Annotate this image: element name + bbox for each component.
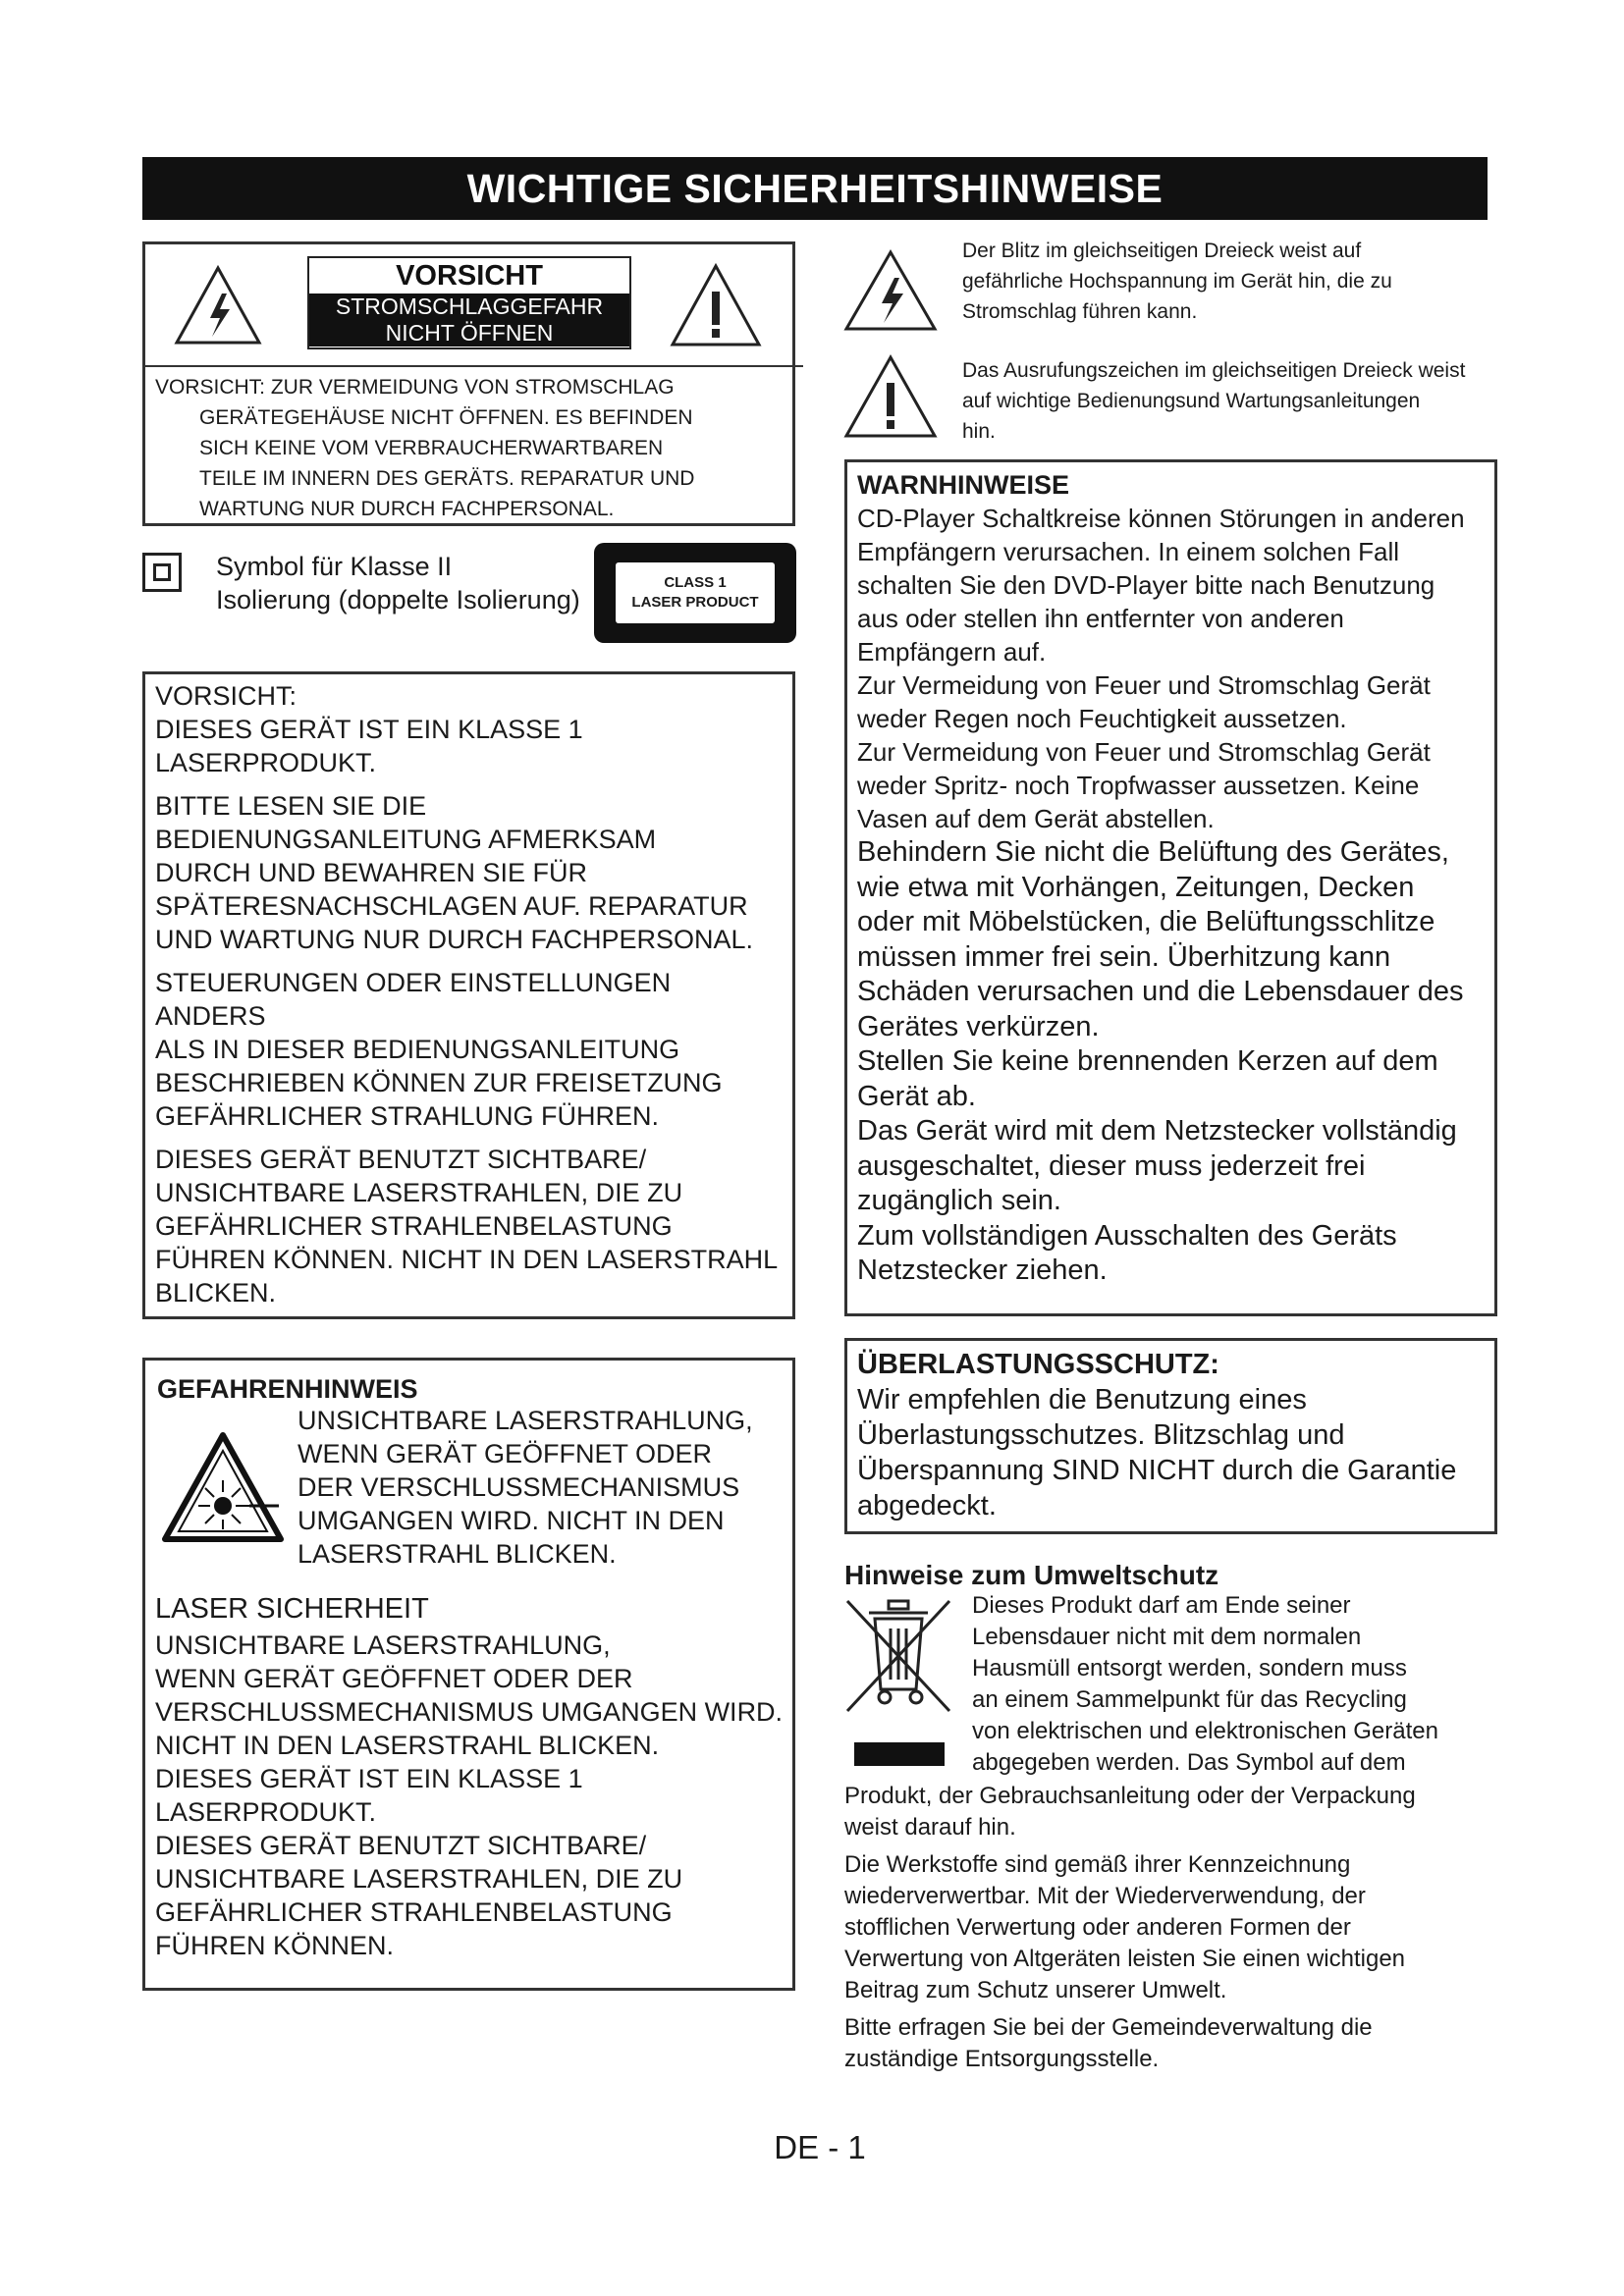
warning-line: wie etwa mit Vorhängen, Zeitungen, Decken <box>857 871 1415 903</box>
symbol-line: Stromschlag führen kann. <box>962 300 1198 323</box>
environment-line: wiederverwertbar. Mit der Wiederverwendung, der <box>844 1883 1366 1909</box>
safety-line: GEFÄHRLICHER STRAHLENBELASTUNG <box>155 1897 673 1927</box>
danger-icon-text <box>298 1404 753 1571</box>
caution-label-title: VORSICHT <box>309 258 629 294</box>
laser-line: VORSICHT: <box>155 681 298 711</box>
laser-label-line2: LASER PRODUCT <box>631 594 759 611</box>
danger-line: WENN GERÄT GEÖFFNET ODER <box>298 1439 713 1468</box>
safety-line: WENN GERÄT GEÖFFNET ODER DER <box>155 1664 633 1693</box>
environment-line: stofflichen Verwertung oder anderen Formen der <box>844 1914 1351 1941</box>
exclamation-symbol-text <box>962 355 1512 447</box>
lightning-symbol-text <box>962 236 1473 327</box>
warning-line: Zur Vermeidung von Feuer und Stromschlag Gerät <box>857 737 1431 767</box>
safety-line: NICHT IN DEN LASERSTRAHL BLICKEN. <box>155 1731 660 1760</box>
warning-line: Gerätes verkürzen. <box>857 1010 1100 1042</box>
caution-line: GERÄTEGEHÄUSE NICHT ÖFFNEN. ES BEFINDEN <box>199 406 693 429</box>
overload-line: Wir empfehlen die Benutzung eines <box>857 1384 1307 1415</box>
warning-line: Vasen auf dem Gerät abstellen. <box>857 804 1215 833</box>
class1-laser-label <box>594 543 796 643</box>
danger-line: UNSICHTBARE LASERSTRAHLUNG, <box>298 1406 753 1435</box>
laser-line: FÜHREN KÖNNEN. NICHT IN DEN LASERSTRAHL <box>155 1245 779 1274</box>
environment-line: Lebensdauer nicht mit dem normalen <box>972 1624 1362 1650</box>
caution-line: WARTUNG NUR DURCH FACHPERSONAL. <box>199 498 615 520</box>
environment-line: weist darauf hin. <box>844 1814 1016 1841</box>
laser-line: UNSICHTBARE LASERSTRAHLEN, DIE ZU <box>155 1178 683 1207</box>
safety-line: UNSICHTBARE LASERSTRAHLEN, DIE ZU <box>155 1864 683 1894</box>
environment-line: Verwertung von Altgeräten leisten Sie einen wichtigen <box>844 1946 1406 1972</box>
warning-line: Das Gerät wird mit dem Netzstecker vollständig <box>857 1115 1457 1147</box>
warnings-large-text <box>857 835 1487 1289</box>
laser-safety-title: LASER SICHERHEIT <box>155 1593 429 1625</box>
laser-line: DURCH UND BEWAHREN SIE FÜR <box>155 858 588 887</box>
laser-line: BLICKEN. <box>155 1278 277 1308</box>
overload-title: ÜBERLASTUNGSSCHUTZ: <box>857 1349 1219 1380</box>
danger-line: LASERSTRAHL BLICKEN. <box>298 1539 617 1569</box>
environment-line: zuständige Entsorgungsstelle. <box>844 2046 1160 2072</box>
lightning-symbol-icon <box>842 248 939 333</box>
laser-line: SPÄTERESNACHSCHLAGEN AUF. REPARATUR <box>155 891 748 921</box>
laser-paragraph-2 <box>155 789 783 956</box>
laser-paragraph-3 <box>155 966 783 1133</box>
overload-box <box>844 1338 1497 1534</box>
symbol-line: gefährliche Hochspannung im Gerät hin, die zu <box>962 270 1392 293</box>
warning-line: Zum vollständigen Ausschalten des Geräts <box>857 1219 1397 1252</box>
laser-line: BEDIENUNGSANLEITUNG AFMERKSAM <box>155 825 657 854</box>
laser-line: ALS IN DIESER BEDIENUNGSANLEITUNG <box>155 1035 680 1064</box>
laser-line: DIESES GERÄT IST EIN KLASSE 1 <box>155 715 583 744</box>
caution-label-line2: NICHT ÖFFNEN <box>309 320 629 347</box>
symbol-line: auf wichtige Bedienungsund Wartungsanleitungen <box>962 390 1421 412</box>
laser-paragraph-4 <box>155 1143 783 1309</box>
caution-label-line1: STROMSCHLAGGEFAHR <box>309 294 629 320</box>
caution-text <box>155 372 784 524</box>
laser-line: GEFÄHRLICHER STRAHLENBELASTUNG <box>155 1211 673 1241</box>
laser-line: LASERPRODUKT. <box>155 748 377 777</box>
warning-line: Schäden verursachen und die Lebensdauer des <box>857 976 1464 1007</box>
symbol-line: hin. <box>962 420 996 443</box>
safety-line: FÜHREN KÖNNEN. <box>155 1931 395 1960</box>
danger-title: GEFAHRENHINWEIS <box>157 1374 418 1404</box>
warning-line: Gerät ab. <box>857 1080 976 1112</box>
safety-line: LASERPRODUKT. <box>155 1797 377 1827</box>
caution-line: TEILE IM INNERN DES GERÄTS. REPARATUR UND <box>199 467 695 490</box>
class2-text <box>216 550 580 616</box>
laser-paragraph-1 <box>155 679 783 779</box>
laser-caution-box <box>142 671 795 1319</box>
caution-line: VORSICHT: ZUR VERMEIDUNG VON STROMSCHLAG <box>155 376 675 399</box>
exclamation-symbol-icon <box>842 353 939 440</box>
warning-line: müssen immer frei sein. Überhitzung kann <box>857 940 1391 973</box>
warning-line: oder mit Möbelstücken, die Belüftungsschlitze <box>857 906 1435 937</box>
warnings-small-text <box>857 502 1487 835</box>
laser-line: BESCHRIEBEN KÖNNEN ZUR FREISETZUNG <box>155 1068 723 1097</box>
laser-safety-section <box>155 1592 788 1962</box>
warning-line: aus oder stellen ihn entfernter von anderen <box>857 604 1344 633</box>
warning-line: Stellen Sie keine brennenden Kerzen auf dem <box>857 1045 1438 1077</box>
laser-line: GEFÄHRLICHER STRAHLUNG FÜHREN. <box>155 1101 660 1131</box>
weee-bar <box>854 1742 945 1766</box>
safety-line: DIESES GERÄT BENUTZT SICHTBARE/ <box>155 1831 647 1860</box>
overload-line: Überlastungsschutzes. Blitzschlag und <box>857 1419 1345 1451</box>
environment-line: Hausmüll entsorgt werden, sondern muss <box>972 1655 1407 1682</box>
symbol-line: Das Ausrufungszeichen im gleichseitigen Dreieck weist <box>962 359 1466 382</box>
danger-box <box>142 1358 795 1991</box>
class2-line1: Symbol für Klasse II <box>216 552 453 581</box>
warning-line: zugänglich sein. <box>857 1185 1061 1216</box>
laser-line: UND WARTUNG NUR DURCH FACHPERSONAL. <box>155 925 754 954</box>
safety-line: DIESES GERÄT IST EIN KLASSE 1 <box>155 1764 583 1793</box>
overload-line: abgedeckt. <box>857 1490 997 1522</box>
environment-line: Bitte erfragen Sie bei der Gemeindeverwaltung die <box>844 2014 1373 2041</box>
warning-line: Netzstecker ziehen. <box>857 1255 1108 1286</box>
laser-line: DIESES GERÄT BENUTZT SICHTBARE/ <box>155 1145 647 1174</box>
laser-line: BITTE LESEN SIE DIE <box>155 791 427 821</box>
exclamation-warning-icon <box>669 262 763 348</box>
environment-line: von elektrischen und elektronischen Geräten <box>972 1718 1438 1744</box>
warnings-title: WARNHINWEISE <box>857 470 1069 500</box>
caution-divider <box>145 365 803 367</box>
warnings-box <box>844 459 1497 1316</box>
warning-line: Behindern Sie nicht die Belüftung des Gerätes, <box>857 836 1449 868</box>
caution-line: SICH KEINE VOM VERBRAUCHERWARTBAREN <box>199 437 664 459</box>
environment-icon-text <box>972 1590 1522 1779</box>
class2-line2: Isolierung (doppelte Isolierung) <box>216 585 580 614</box>
safety-line: VERSCHLUSSMECHANISMUS UMGANGEN WIRD. <box>155 1697 784 1727</box>
environment-line: Dieses Produkt darf am Ende seiner <box>972 1592 1351 1619</box>
lightning-warning-icon <box>173 264 263 347</box>
warning-line: Empfängern verursachen. In einem solchen Fall <box>857 537 1400 566</box>
environment-title: Hinweise zum Umweltschutz <box>844 1560 1219 1590</box>
warning-line: Empfängern auf. <box>857 637 1047 667</box>
environment-line: abgegeben werden. Das Symbol auf dem <box>972 1749 1406 1776</box>
laser-label-line1: CLASS 1 <box>664 574 727 591</box>
caution-box <box>142 241 795 526</box>
caution-label <box>307 256 631 349</box>
danger-line: DER VERSCHLUSSMECHANISMUS <box>298 1472 740 1502</box>
laser-line: STEUERUNGEN ODER EINSTELLUNGEN ANDERS <box>155 968 672 1031</box>
laser-radiation-icon <box>159 1429 287 1545</box>
danger-line: UMGANGEN WIRD. NICHT IN DEN <box>298 1506 725 1535</box>
safety-line: UNSICHTBARE LASERSTRAHLUNG, <box>155 1630 611 1660</box>
weee-bin-icon <box>839 1595 957 1733</box>
overload-line: Überspannung SIND NICHT durch die Garantie <box>857 1455 1457 1486</box>
warning-line: ausgeschaltet, dieser muss jederzeit frei <box>857 1149 1366 1182</box>
environment-text <box>844 1781 1512 2075</box>
environment-line: Die Werkstoffe sind gemäß ihrer Kennzeichnung <box>844 1851 1351 1878</box>
warning-line: CD-Player Schaltkreise können Störungen in anderen <box>857 504 1465 533</box>
warning-line: weder Spritz- noch Tropfwasser aussetzen. Keine <box>857 771 1420 800</box>
warning-line: Zur Vermeidung von Feuer und Stromschlag Gerät <box>857 670 1431 700</box>
warning-line: schalten Sie den DVD-Player bitte nach Benutzung <box>857 570 1435 600</box>
page-title: WICHTIGE SICHERHEITSHINWEISE <box>142 157 1488 220</box>
environment-line: Produkt, der Gebrauchsanleitung oder der Verpackung <box>844 1783 1416 1809</box>
class2-symbol-icon <box>142 553 182 592</box>
symbol-line: Der Blitz im gleichseitigen Dreieck weist auf <box>962 240 1362 262</box>
page-number: DE - 1 <box>774 2129 866 2165</box>
warning-line: weder Regen noch Feuchtigkeit aussetzen. <box>857 704 1347 733</box>
environment-line: Beitrag zum Schutz unserer Umwelt. <box>844 1977 1227 2003</box>
environment-line: an einem Sammelpunkt für das Recycling <box>972 1686 1407 1713</box>
